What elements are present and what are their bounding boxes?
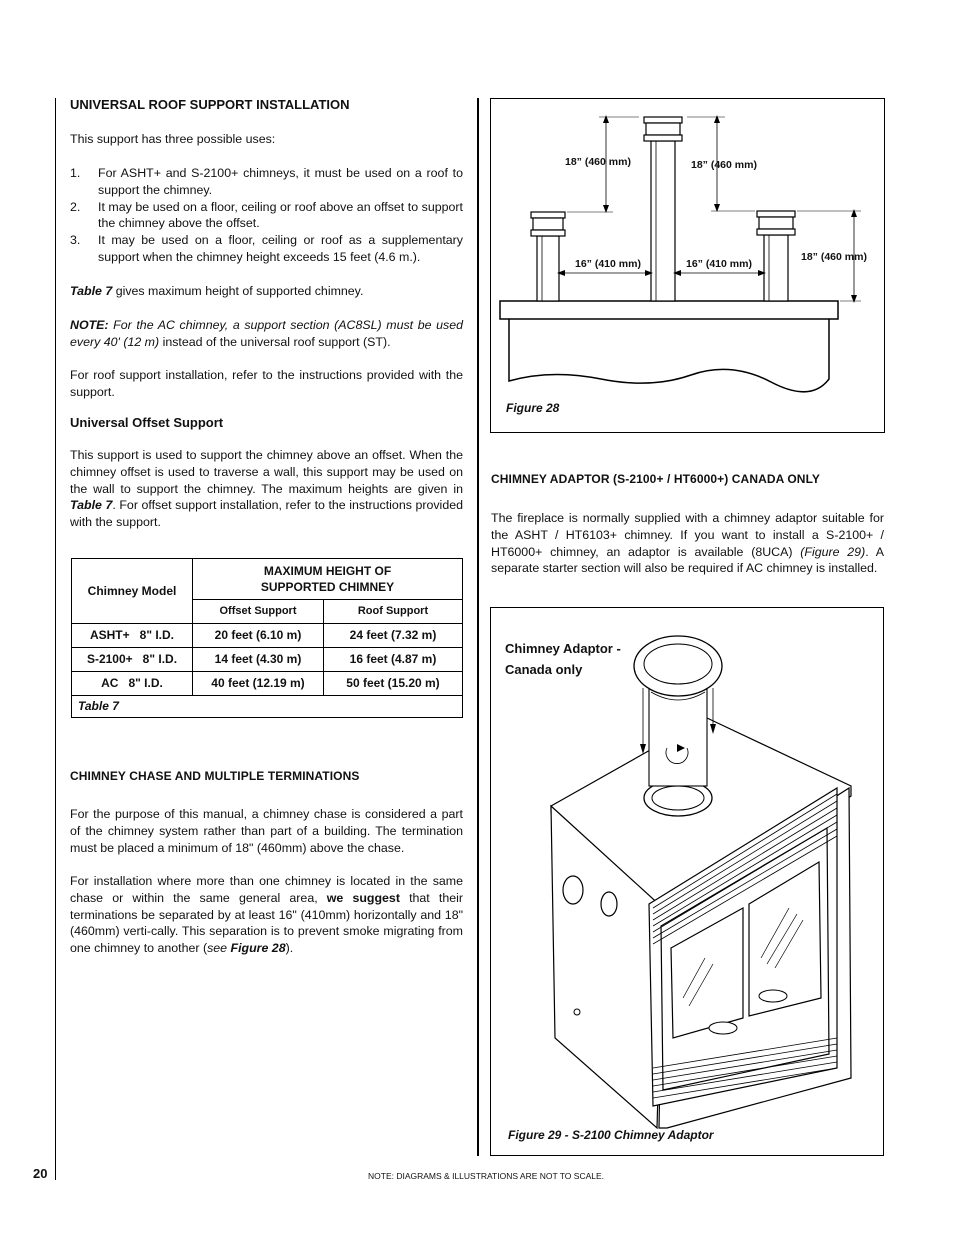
chase-para-2: For installation where more than one chimney is located in the same chase or within the same general area, we suggest that their terminations be separated by at least 16" (410mm) horizontally and 18" (460mm) verti-cally. This separation is to prevent smoke migrating from one chimney to another (see Figure 28). [70, 874, 463, 956]
table-7 [71, 558, 463, 718]
table-caption: Table 7 [72, 696, 463, 718]
dim-label: 18” (460 mm) [565, 156, 631, 168]
column-divider [477, 98, 479, 1156]
table-row: ASHT+ 8" I.D. 20 feet (6.10 m) 24 feet (7.32 m) [72, 624, 463, 648]
left-margin-rule [55, 98, 56, 1180]
col-header-model: Chimney Model [72, 559, 193, 624]
table-row: S-2100+ 8" I.D. 14 feet (4.30 m) 16 feet (4.87 m) [72, 648, 463, 672]
ac-note: NOTE: For the AC chimney, a support section (AC8SL) must be used every 40' (12 m) instead of the universal roof support (ST). [70, 318, 463, 349]
roof-support-intro: This support has three possible uses: [70, 132, 276, 146]
page-number: 20 [33, 1166, 48, 1181]
roof-instructions: For roof support installation, refer to the instructions provided with the support. [70, 368, 463, 399]
list-item: 2. It may be used on a floor, ceiling or roof above an offset to support the chimney above the offset. [70, 199, 463, 231]
dim-label: 16” (410 mm) [686, 258, 752, 270]
chase-para-1: For the purpose of this manual, a chimney chase is considered a part of the chimney system rather than part of a building. The termination must be placed a minimum of 18" (460mm) above the chase. [70, 807, 463, 855]
list-item: 1. For ASHT+ and S-2100+ chimneys, it must be used on a roof to support the chimney. [70, 166, 463, 197]
table-reference: Table 7 gives maximum height of supported chimney. [70, 284, 364, 298]
offset-support-text: This support is used to support the chimney above an offset. When the chimney offset is used to traverse a wall, this support may be used on the wall to support the chimney. The maximum heights are given in Table 7. For offset support installation, refer to the instructions provided with the support. [70, 448, 463, 530]
figure-29-caption: Figure 29 - S-2100 Chimney Adaptor [508, 1128, 714, 1142]
figure-28-caption: Figure 28 [506, 401, 560, 415]
dim-label: 18” (460 mm) [691, 159, 757, 171]
figure-29 [490, 607, 884, 1156]
figure-28 [490, 98, 885, 433]
dim-label: 16” (410 mm) [575, 258, 641, 270]
list-item: 3. It may be used on a floor, ceiling or roof as a supplementary support when the chimney height exceeds 15 feet (4.6 m.). [70, 233, 463, 264]
adaptor-label: Chimney Adaptor - Canada only [505, 641, 621, 677]
uses-list [70, 165, 463, 266]
sub-header-roof: Roof Support [324, 600, 463, 624]
chase-heading: CHIMNEY CHASE AND MULTIPLE TERMINATIONS [70, 769, 360, 783]
col-header-max-height: MAXIMUM HEIGHT OF SUPPORTED CHIMNEY [193, 559, 463, 600]
offset-support-heading: Universal Offset Support [70, 415, 224, 430]
footer-note: NOTE: DIAGRAMS & ILLUSTRATIONS ARE NOT TO SCALE. [368, 1171, 605, 1181]
roof-support-heading: UNIVERSAL ROOF SUPPORT INSTALLATION [70, 97, 350, 112]
fireplace-adaptor-diagram [491, 608, 882, 1154]
adaptor-heading: CHIMNEY ADAPTOR (S-2100+ / HT6000+) CANADA ONLY [491, 472, 821, 486]
dim-label: 18” (460 mm) [801, 251, 867, 263]
sub-header-offset: Offset Support [193, 600, 324, 624]
adaptor-text: The fireplace is normally supplied with a chimney adaptor suitable for the ASHT / HT6103+ chimney. If you want to install a S-2100+ / HT6000+ chimney, an adaptor is available (8UCA) (Figure 29). A separate starter section will also be required if AC chimney is installed. [491, 511, 884, 576]
table-row: AC 8" I.D. 40 feet (12.19 m) 50 feet (15.20 m) [72, 672, 463, 696]
